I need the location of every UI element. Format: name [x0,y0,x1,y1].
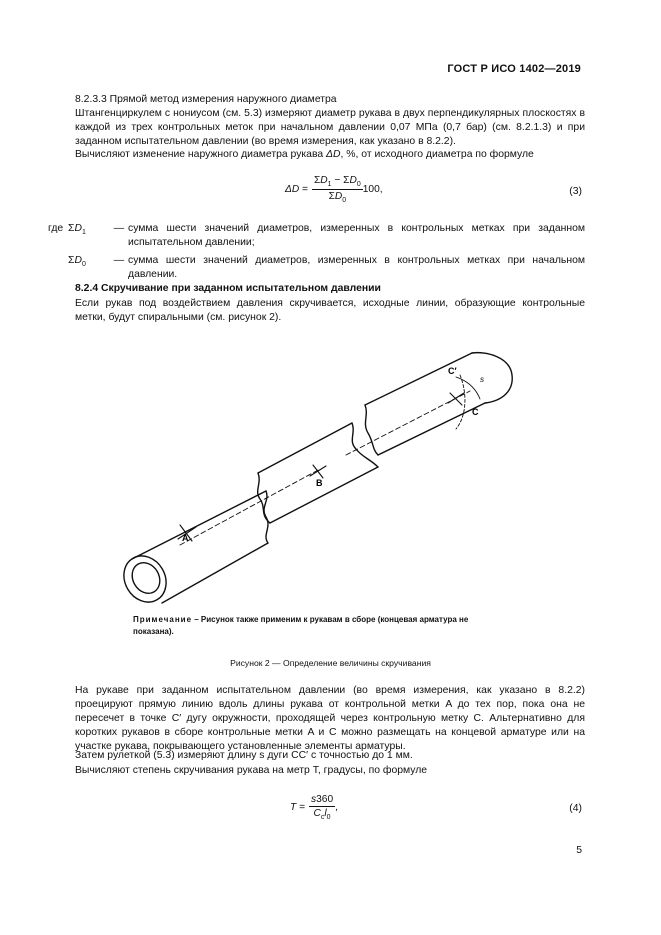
paragraph: Штангенциркулем с нониусом (см. 5.3) измеряют диаметр рукава в двух перпендикулярных плоскостях в каждой из трех контрольных меток при начальном давлении 0,07 МПа (0,7 бар) (см. 8.2.1.3) и при заданном испытательном давлении (во время измерения, как указано в 8.2.2). [75,108,585,147]
figure-caption: Рисунок 2 — Определение величины скручивания [230,658,431,668]
formula-fraction [309,794,335,821]
formula-factor: 100, [362,184,383,196]
text-run: , %, от исходного диаметра по формуле [340,149,534,160]
legend-text: сумма шести значений диаметров, измеренных в контрольных метках при начальном давлении. [128,255,585,280]
break-line [352,423,378,467]
legend-item [68,222,585,250]
legend-text: сумма шести значений диаметров, измеренных в контрольных метках при заданном испытательном давлении; [128,223,585,248]
legend-item [68,254,585,282]
paragraph: Если рукав под воздействием давления скручивается, исходные линии, образующие контрольные метки, будут спиральными (см. рисунок 2). [75,298,585,323]
break-line [258,473,270,523]
document-header: ГОСТ Р ИСО 1402—2019 [447,63,581,75]
formula-denominator: $C_cl_0$ [313,808,331,822]
label-b: B [316,478,323,488]
note-text: – Рисунок также применим к рукавам в сборе (концевая арматура не показана). [133,615,469,636]
hose-end-bore [127,558,166,599]
label-c: C [472,407,479,417]
formula-lhs: T = [290,802,306,814]
legend [68,222,585,282]
label-a: A [182,533,189,543]
formula-numerator: $\Sigma D_1 - \Sigma D_0$ [313,175,361,189]
reference-line [180,391,470,545]
page-number: 5 [576,845,582,856]
formula-fraction [312,175,363,204]
equation-number: (4) [569,803,582,814]
note-label: Примечание [133,615,193,624]
circumference-arc [456,375,465,429]
text-run: Вычисляют изменение наружного диаметра рукава [75,149,327,160]
mark-b-icon [310,465,326,478]
hose-outline [258,423,352,473]
paragraph [75,148,585,162]
hose-twist-figure [110,345,530,615]
section-heading-824: 8.2.4 Скручивание при заданном испытательном давлении [75,283,381,294]
paragraph: Вычисляют степень скручивания рукава на метр T, градусы, по формуле [75,765,428,776]
break-line [365,405,378,455]
formula-lhs: ΔD = [285,184,308,196]
label-c-prime: C′ [448,366,457,376]
legend-dash: — [113,223,125,234]
legend-symbol: $\Sigma D_1$ [68,223,86,237]
formula-trail: , [335,802,338,814]
figure-note [133,614,473,638]
hose-outline [365,353,472,405]
mark-c-icon [448,393,464,405]
legend-where: где [48,223,64,234]
formula-3 [285,175,383,204]
paragraph: На рукаве при заданном испытательном давлении (во время измерения, как указано в 8.2.2) проецируют прямую линию вдоль длины рукава от контрольной метки A до тех пор, пока она не пересечет в точке C′ дугу окружности, проходящей через контрольную метку C. Альтернативно для коротких рукавов в сборе контрольные метки A и C можно размещать на концевой арматуре или на участке рукава, покрывающего установленные элементы арматуры. [75,685,585,752]
paragraph: Затем рулеткой (5.3) измеряют длину s дуги CC′ с точностью до 1 мм. [75,750,413,761]
legend-symbol: $\Sigma D_0$ [68,255,86,269]
section-heading-8233: 8.2.3.3 Прямой метод измерения наружного диаметра [75,94,337,105]
hose-outline [132,491,266,559]
legend-dash: — [113,255,125,266]
hose-outline [270,467,378,523]
label-s: s [480,375,484,384]
formula-numerator: s360 [311,794,334,805]
formula-4 [290,794,338,821]
symbol: ΔD [326,149,341,160]
equation-number: (3) [569,186,582,197]
hose-outline [162,543,268,603]
formula-denominator: $\Sigma D_0$ [328,191,347,205]
